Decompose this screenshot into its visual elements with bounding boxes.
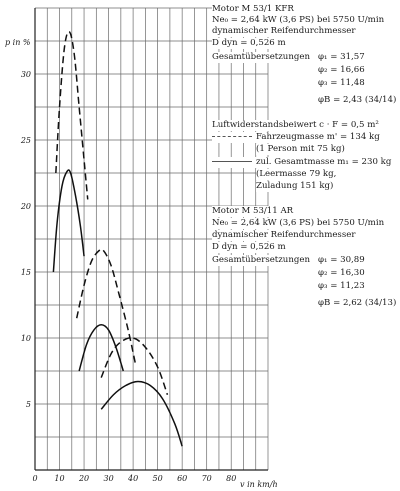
legend-dashed-note: (1 Person mit 75 kg) — [256, 144, 345, 154]
motor1-gear-2: φ₂ = 16,66 — [318, 65, 365, 75]
motor1-gear-3: φ₃ = 11,48 — [318, 78, 365, 88]
motor1-gear-label: Gesamtübersetzungen — [212, 52, 310, 62]
motor2-power: Ne₀ = 2,64 kW (3,6 PS) bei 5750 U/min — [212, 218, 385, 228]
motor1-gear-b: φB = 2,43 (34/14) — [318, 95, 397, 105]
motor1-title: Motor M 53/1 KFR — [212, 4, 294, 14]
series-line-4 — [79, 325, 123, 371]
motor2-gear-1: φ₁ = 30,89 — [318, 255, 365, 265]
motor2-gear-label: Gesamtübersetzungen — [212, 255, 310, 265]
legend-dashed-swatch — [212, 136, 252, 137]
legend-solid-note-2: Zuladung 151 kg) — [256, 181, 334, 191]
motor2-tire-value: D dyn = 0,526 m — [212, 242, 286, 252]
legend-solid-label: zul. Gesamtmasse m₁ = 230 kg — [256, 157, 392, 167]
x-tick-label: 60 — [177, 474, 188, 483]
motor2-tire-label: dynamischer Reifendurchmesser — [212, 230, 356, 240]
y-tick-label: 10 — [20, 334, 31, 343]
motor2-gear-b: φB = 2,62 (34/13) — [318, 298, 397, 308]
y-tick-label: 15 — [20, 268, 31, 277]
y-tick-label: 25 — [20, 136, 31, 145]
y-tick-label: 30 — [20, 70, 31, 79]
motor2-title: Motor M 53/11 AR — [212, 206, 294, 216]
x-axis-label: v in km/h — [240, 480, 278, 489]
x-tick-label: 20 — [78, 474, 90, 483]
x-tick-label: 30 — [103, 474, 114, 483]
legend-solid-note-1: (Leermasse 79 kg, — [256, 169, 337, 179]
y-tick-label: 20 — [20, 202, 31, 211]
motor1-power: Ne₀ = 2,64 kW (3,6 PS) bei 5750 U/min — [212, 15, 385, 25]
x-tick-label: 0 — [32, 474, 38, 483]
legend-dashed — [212, 132, 380, 143]
y-axis-label: p in % — [5, 38, 31, 47]
x-tick-label: 80 — [226, 474, 237, 483]
y-tick-label: 5 — [25, 400, 31, 409]
motor1-tire-label: dynamischer Reifendurchmesser — [212, 26, 356, 36]
x-tick-label: 70 — [201, 474, 212, 483]
motor1-tire-value: D dyn = 0,526 m — [212, 38, 286, 48]
legend-solid — [212, 157, 391, 168]
motor2-gear-2: φ₂ = 16,30 — [318, 268, 365, 278]
series-line-2 — [53, 170, 84, 272]
motor1-gear-1: φ₁ = 31,57 — [318, 52, 365, 62]
tick-labels — [20, 70, 236, 483]
x-tick-label: 50 — [152, 474, 163, 483]
motor2-gear-3: φ₃ = 11,23 — [318, 281, 365, 291]
air-resistance: Luftwiderstandsbeiwert c · F = 0,5 m² — [212, 120, 379, 130]
x-tick-label: 10 — [54, 474, 65, 483]
legend-solid-swatch — [212, 161, 252, 162]
x-tick-label: 40 — [128, 474, 139, 483]
legend-dashed-label: Fahrzeugmasse m' = 134 kg — [256, 132, 380, 142]
